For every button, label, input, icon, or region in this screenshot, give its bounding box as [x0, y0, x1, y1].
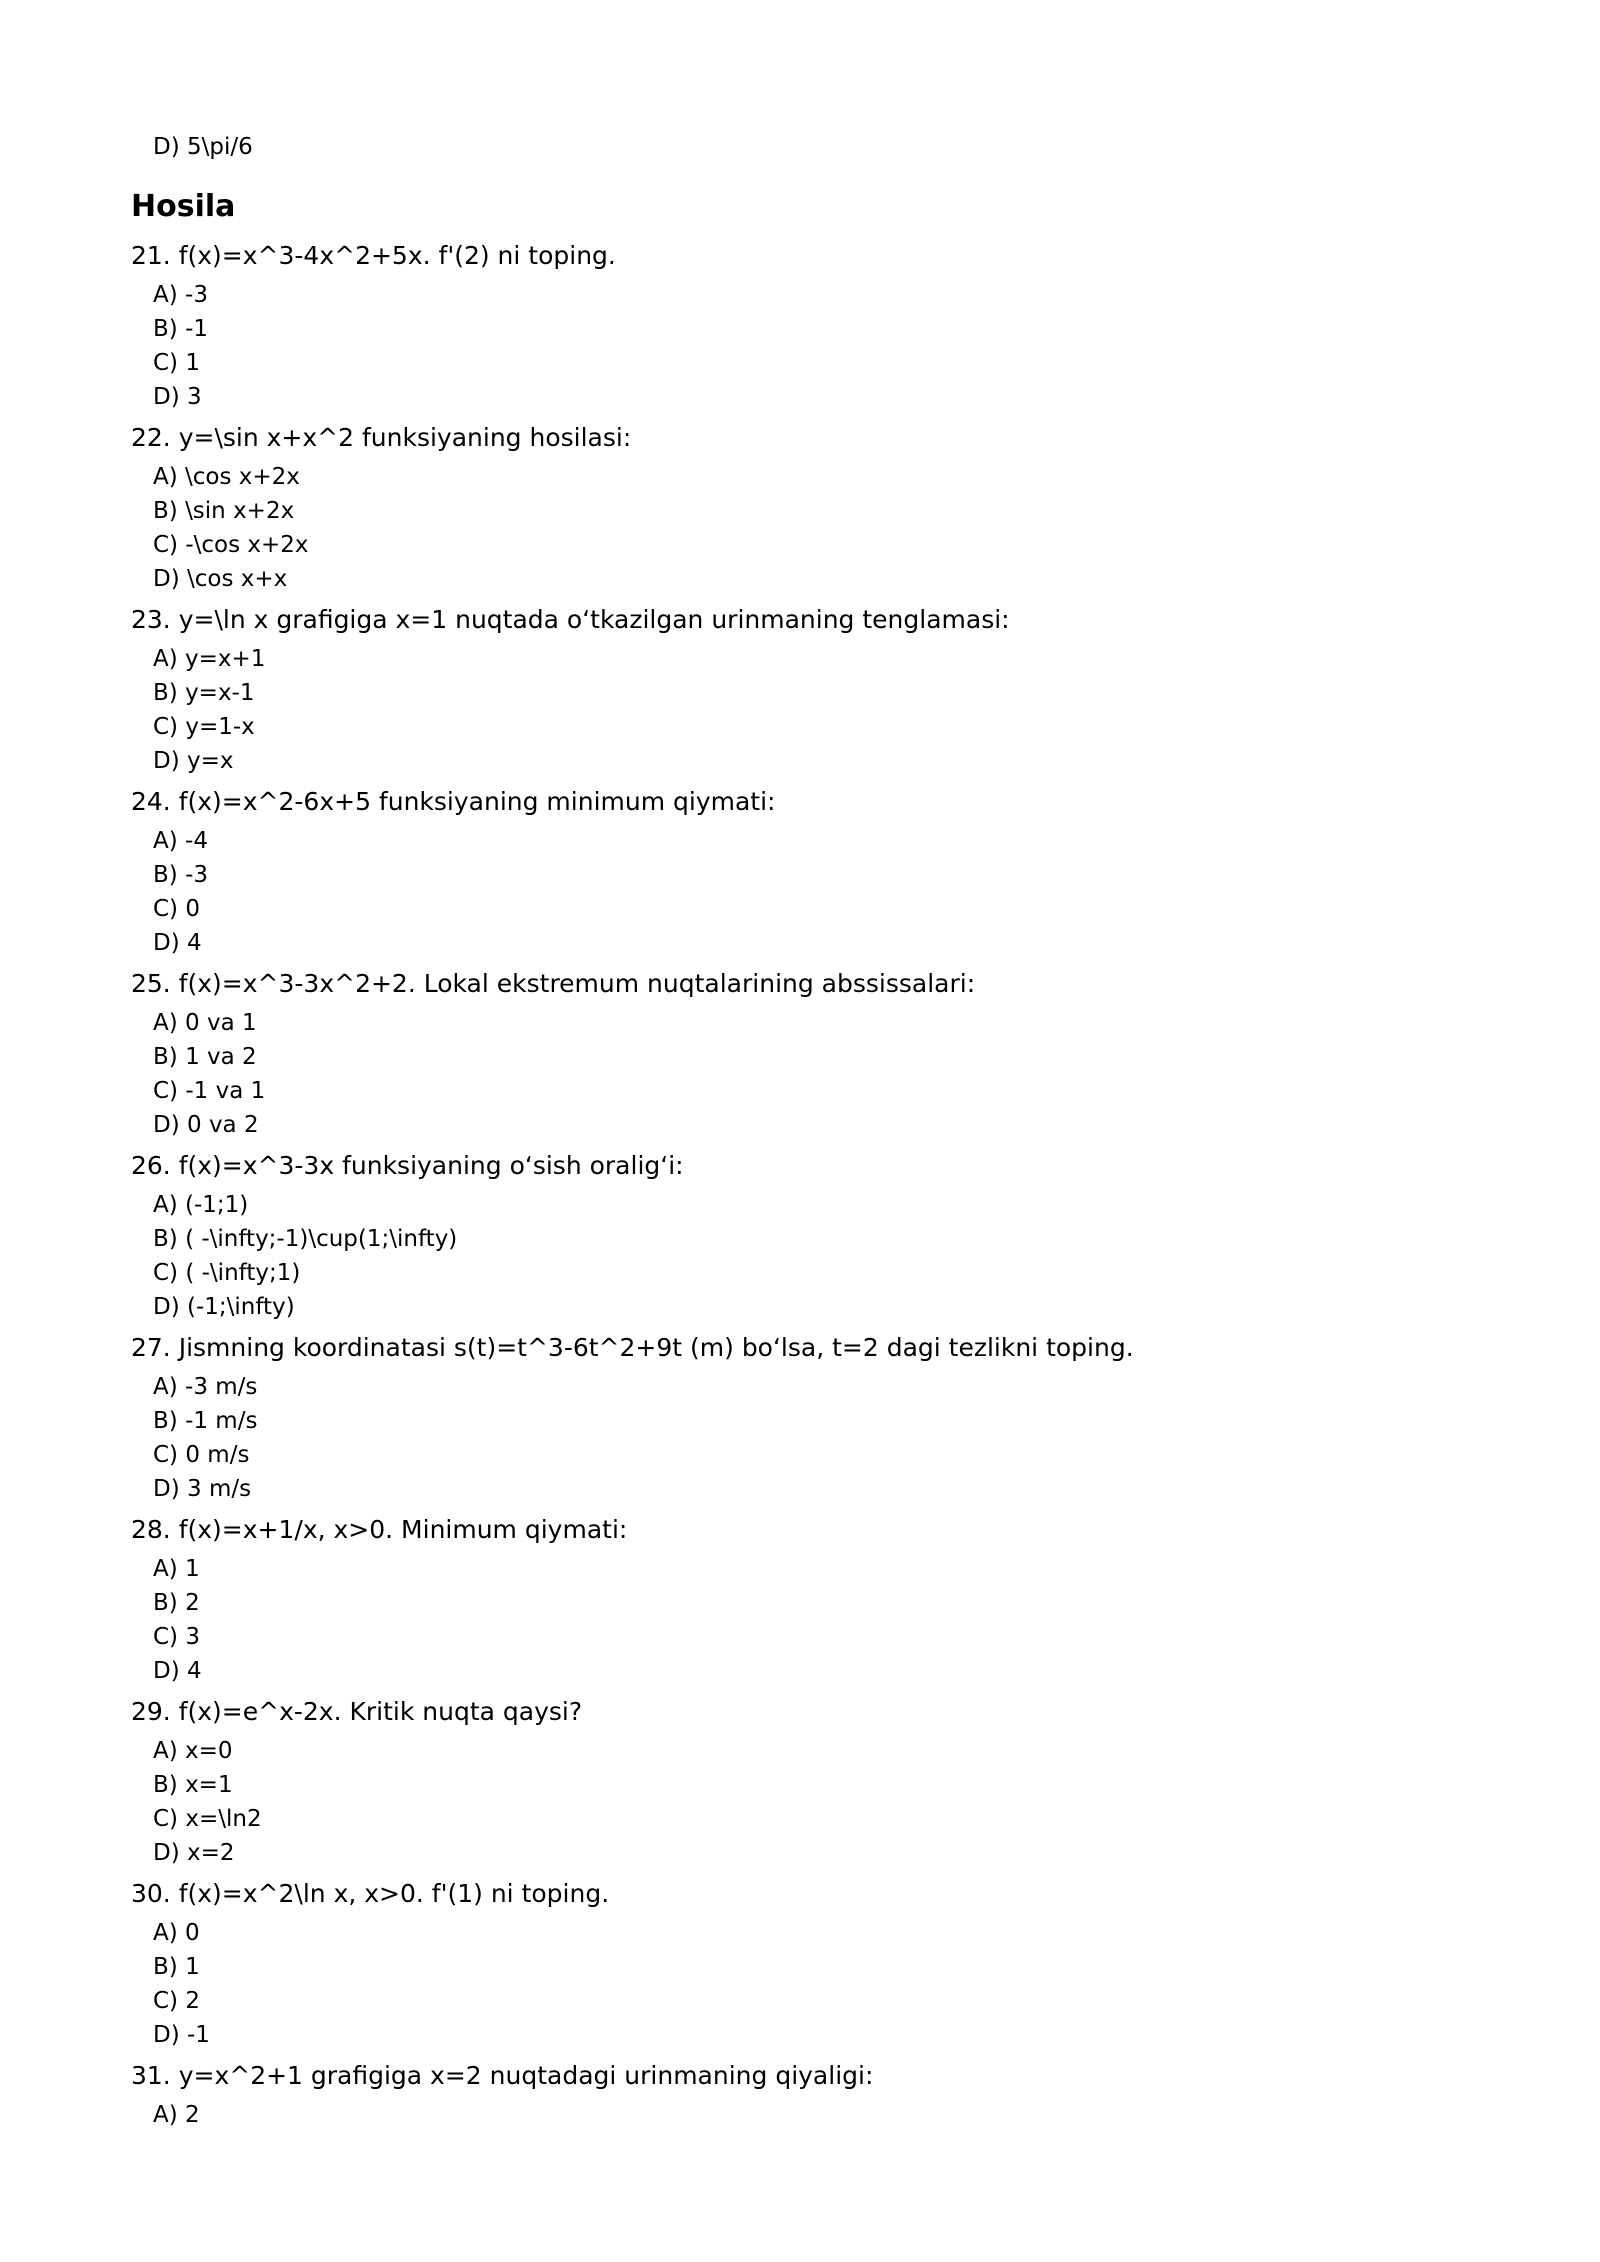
question-text: 30. f(x)=x^2\ln x, x>0. f'(1) ni toping. — [131, 1879, 610, 1908]
answer-option: C) -1 va 1 — [153, 1078, 266, 1104]
answer-option: A) 2 — [153, 2102, 200, 2128]
question-block — [131, 422, 1531, 596]
answer-option: A) -3 — [153, 282, 208, 308]
answer-options — [153, 1370, 1531, 1506]
answer-option: C) ( -\infty;1) — [153, 1260, 301, 1286]
answer-option: A) \cos x+2x — [153, 464, 300, 490]
question-text: 25. f(x)=x^3-3x^2+2. Lokal ekstremum nuqtalarining abssissalari: — [131, 969, 976, 998]
answer-option: D) y=x — [153, 748, 234, 774]
answer-option: C) 2 — [153, 1988, 200, 2014]
answer-option: C) 1 — [153, 350, 200, 376]
answer-options — [153, 460, 1531, 596]
answer-option: B) 2 — [153, 1590, 200, 1616]
question-text: 27. Jismning koordinatasi s(t)=t^3-6t^2+9t (m) bo‘lsa, t=2 dagi tezlikni toping. — [131, 1333, 1134, 1362]
answer-option: B) 1 va 2 — [153, 1044, 257, 1070]
answer-option: D) 3 m/s — [153, 1476, 252, 1502]
answer-option: B) y=x-1 — [153, 680, 255, 706]
question-block — [131, 240, 1531, 414]
carry-over-option: D) 5\pi/6 — [153, 134, 253, 160]
answer-options — [153, 1188, 1531, 1324]
answer-option: A) x=0 — [153, 1738, 233, 1764]
answer-option: B) -3 — [153, 862, 208, 888]
answer-option: D) 4 — [153, 930, 202, 956]
question-block — [131, 1514, 1531, 1688]
answer-option: D) 3 — [153, 384, 202, 410]
question-block — [131, 1878, 1531, 2052]
question-block — [131, 1332, 1531, 1506]
answer-option: B) -1 m/s — [153, 1408, 258, 1434]
answer-option: D) 0 va 2 — [153, 1112, 259, 1138]
answer-option: C) 3 — [153, 1624, 200, 1650]
answer-option: D) \cos x+x — [153, 566, 288, 592]
answer-option: B) x=1 — [153, 1772, 233, 1798]
answer-options — [153, 642, 1531, 778]
answer-option: C) 0 m/s — [153, 1442, 250, 1468]
answer-option: B) \sin x+2x — [153, 498, 295, 524]
question-list — [131, 240, 1531, 2132]
answer-option: A) (-1;1) — [153, 1192, 249, 1218]
question-text: 23. y=\ln x grafigiga x=1 nuqtada o‘tkazilgan urinmaning tenglamasi: — [131, 605, 1010, 634]
answer-option: A) y=x+1 — [153, 646, 266, 672]
answer-option: A) 0 va 1 — [153, 1010, 257, 1036]
answer-option: B) 1 — [153, 1954, 200, 1980]
question-text: 28. f(x)=x+1/x, x>0. Minimum qiymati: — [131, 1515, 628, 1544]
section-title: Hosila — [131, 189, 236, 224]
answer-option: B) -1 — [153, 316, 208, 342]
answer-option: C) 0 — [153, 896, 200, 922]
question-block — [131, 604, 1531, 778]
answer-options — [153, 2098, 1531, 2132]
answer-option: D) x=2 — [153, 1840, 235, 1866]
answer-option: C) y=1-x — [153, 714, 255, 740]
question-text: 26. f(x)=x^3-3x funksiyaning o‘sish oralig‘i: — [131, 1151, 684, 1180]
answer-option: D) 4 — [153, 1658, 202, 1684]
answer-options — [153, 1006, 1531, 1142]
answer-option: D) (-1;\infty) — [153, 1294, 295, 1320]
answer-option: A) -4 — [153, 828, 208, 854]
answer-option: A) 1 — [153, 1556, 200, 1582]
answer-options — [153, 278, 1531, 414]
question-text: 24. f(x)=x^2-6x+5 funksiyaning minimum qiymati: — [131, 787, 776, 816]
answer-options — [153, 1552, 1531, 1688]
question-text: 22. y=\sin x+x^2 funksiyaning hosilasi: — [131, 423, 632, 452]
answer-option: C) -\cos x+2x — [153, 532, 309, 558]
answer-options — [153, 1734, 1531, 1870]
answer-option: C) x=\ln2 — [153, 1806, 262, 1832]
question-text: 29. f(x)=e^x-2x. Kritik nuqta qaysi? — [131, 1697, 583, 1726]
answer-options — [153, 824, 1531, 960]
question-text: 31. y=x^2+1 grafigiga x=2 nuqtadagi urinmaning qiyaligi: — [131, 2061, 874, 2090]
answer-option: A) 0 — [153, 1920, 200, 1946]
question-block — [131, 1150, 1531, 1324]
question-block — [131, 968, 1531, 1142]
question-block — [131, 786, 1531, 960]
answer-options — [153, 1916, 1531, 2052]
answer-option: D) -1 — [153, 2022, 210, 2048]
answer-option: B) ( -\infty;-1)\cup(1;\infty) — [153, 1226, 458, 1252]
question-block — [131, 1696, 1531, 1870]
question-block — [131, 2060, 1531, 2132]
question-text: 21. f(x)=x^3-4x^2+5x. f'(2) ni toping. — [131, 241, 616, 270]
answer-option: A) -3 m/s — [153, 1374, 258, 1400]
